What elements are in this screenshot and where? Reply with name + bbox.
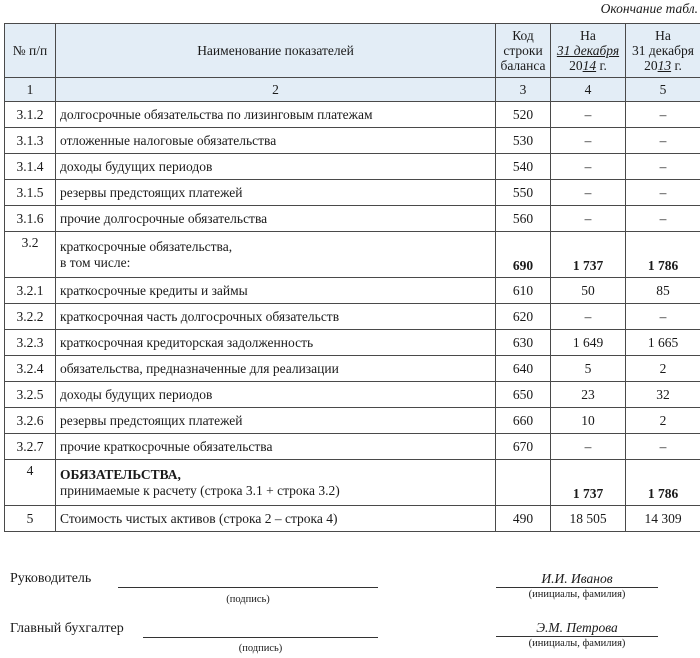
table-row <box>5 232 700 278</box>
row-value-2014: 10 <box>551 408 626 434</box>
table-row <box>5 382 700 408</box>
row-value-2014: 50 <box>551 278 626 304</box>
row-number: 5 <box>5 506 56 532</box>
table-caption: Окончание табл. <box>600 1 698 16</box>
row-name: краткосрочные кредиты и займы <box>56 278 496 304</box>
row-number: 3.1.6 <box>5 206 56 232</box>
row-value-2013: 1 786 <box>626 232 700 278</box>
accountant-signature-hint: (подпись) <box>238 643 283 654</box>
head-signature-hint: (подпись) <box>226 594 270 605</box>
row-number: 3.2.3 <box>5 330 56 356</box>
row-name <box>56 232 496 278</box>
row-value-2014: – <box>551 128 626 154</box>
row-value-2013: 85 <box>626 278 700 304</box>
row-name: краткосрочная часть долгосрочных обязательств <box>56 304 496 330</box>
column-number-row <box>5 78 700 102</box>
header-num: № п/п <box>5 24 56 78</box>
row-value-2014: – <box>551 102 626 128</box>
header-col5 <box>626 24 700 78</box>
row-name: краткосрочная кредиторская задолженность <box>56 330 496 356</box>
table-row <box>5 154 700 180</box>
header-col4-year-c: г. <box>596 58 607 73</box>
row-code: 670 <box>496 434 551 460</box>
row-value-2014: – <box>551 434 626 460</box>
header-col4-pre: На <box>580 28 596 43</box>
row-code: 550 <box>496 180 551 206</box>
column-number: 3 <box>496 78 551 102</box>
row-value-2014: 18 505 <box>551 506 626 532</box>
row-number: 3.2.5 <box>5 382 56 408</box>
row-number: 3.2.2 <box>5 304 56 330</box>
header-col4 <box>551 24 626 78</box>
row-value-2014: – <box>551 304 626 330</box>
balance-table <box>4 23 700 532</box>
row-name-line1: краткосрочные обязательства, <box>60 238 233 254</box>
table-row <box>5 102 700 128</box>
accountant-name-line <box>496 635 658 637</box>
table-row <box>5 278 700 304</box>
table-row <box>5 356 700 382</box>
header-code: Код строки баланса <box>496 24 551 78</box>
row-value-2014: 5 <box>551 356 626 382</box>
row-number: 3.2 <box>5 232 56 278</box>
accountant-signature-line <box>143 636 378 638</box>
table-header-row <box>5 24 700 78</box>
table-row <box>5 304 700 330</box>
row-value-2014: 1 737 <box>551 460 626 506</box>
table-row <box>5 460 700 506</box>
row-name: резервы предстоящих платежей <box>56 180 496 206</box>
header-col5-pre: На <box>655 28 671 43</box>
head-name: И.И. Иванов <box>541 571 613 586</box>
row-number: 3.2.1 <box>5 278 56 304</box>
column-number: 4 <box>551 78 626 102</box>
row-code: 620 <box>496 304 551 330</box>
column-number: 5 <box>626 78 700 102</box>
row-code: 640 <box>496 356 551 382</box>
row-name: долгосрочные обязательства по лизинговым платежам <box>56 102 496 128</box>
head-name-line <box>496 586 658 588</box>
row-code: 540 <box>496 154 551 180</box>
row-value-2013: 1 786 <box>626 460 700 506</box>
row-code: 610 <box>496 278 551 304</box>
row-code: 530 <box>496 128 551 154</box>
header-col4-year-b: 14 <box>582 58 597 73</box>
header-col5-year-b: 13 <box>657 58 672 73</box>
row-code: 650 <box>496 382 551 408</box>
row-name: обязательства, предназначенные для реализации <box>56 356 496 382</box>
row-value-2013: – <box>626 154 700 180</box>
row-name: Стоимость чистых активов (строка 2 – строка 4) <box>56 506 496 532</box>
row-number: 3.1.5 <box>5 180 56 206</box>
row-value-2014: 23 <box>551 382 626 408</box>
row-name: прочие долгосрочные обязательства <box>56 206 496 232</box>
table-row <box>5 180 700 206</box>
row-name-line2: в том числе: <box>60 254 131 270</box>
accountant-label: Главный бухгалтер <box>10 621 124 636</box>
header-name: Наименование показателей <box>56 24 496 78</box>
table-row <box>5 330 700 356</box>
row-number: 3.1.2 <box>5 102 56 128</box>
row-value-2013: 2 <box>626 408 700 434</box>
table-row <box>5 206 700 232</box>
row-name: резервы предстоящих платежей <box>56 408 496 434</box>
head-label: Руководитель <box>10 571 92 586</box>
row-name: отложенные налоговые обязательства <box>56 128 496 154</box>
row-value-2013: – <box>626 102 700 128</box>
row-value-2014: 1 649 <box>551 330 626 356</box>
row-code: 690 <box>496 232 551 278</box>
row-value-2013: 1 665 <box>626 330 700 356</box>
row-value-2013: – <box>626 206 700 232</box>
row-name: доходы будущих периодов <box>56 382 496 408</box>
row-value-2014: 1 737 <box>551 232 626 278</box>
row-value-2013: – <box>626 180 700 206</box>
row-name-line1: ОБЯЗАТЕЛЬСТВА, <box>60 466 181 482</box>
row-name: доходы будущих периодов <box>56 154 496 180</box>
row-value-2014: – <box>551 206 626 232</box>
row-number: 4 <box>5 460 56 506</box>
row-name <box>56 460 496 506</box>
accountant-name: Э.М. Петрова <box>536 620 618 635</box>
column-number: 2 <box>56 78 496 102</box>
header-col5-date: 31 декабря <box>632 43 694 58</box>
row-code: 560 <box>496 206 551 232</box>
row-code <box>496 460 551 506</box>
row-value-2013: 14 309 <box>626 506 700 532</box>
row-value-2014: – <box>551 154 626 180</box>
table-row <box>5 128 700 154</box>
accountant-name-hint: (инициалы, фамилия) <box>528 638 626 649</box>
row-value-2013: – <box>626 128 700 154</box>
header-col5-year-a: 20 <box>644 58 658 73</box>
row-value-2013: 2 <box>626 356 700 382</box>
header-col5-year-c: г. <box>671 58 682 73</box>
row-code: 630 <box>496 330 551 356</box>
head-name-hint: (инициалы, фамилия) <box>528 589 626 600</box>
row-code: 490 <box>496 506 551 532</box>
row-value-2013: 32 <box>626 382 700 408</box>
row-number: 3.1.4 <box>5 154 56 180</box>
table-row <box>5 408 700 434</box>
header-col4-date: 31 декабря <box>556 43 620 58</box>
row-value-2013: – <box>626 304 700 330</box>
row-value-2014: – <box>551 180 626 206</box>
row-number: 3.2.7 <box>5 434 56 460</box>
row-number: 3.2.6 <box>5 408 56 434</box>
column-number: 1 <box>5 78 56 102</box>
row-name: прочие краткосрочные обязательства <box>56 434 496 460</box>
table-row <box>5 506 700 532</box>
row-number: 3.1.3 <box>5 128 56 154</box>
row-number: 3.2.4 <box>5 356 56 382</box>
row-value-2013: – <box>626 434 700 460</box>
row-name-line2: принимаемые к расчету (строка 3.1 + строка 3.2) <box>60 482 340 498</box>
head-signature-line <box>118 586 378 588</box>
row-code: 660 <box>496 408 551 434</box>
header-col4-year-a: 20 <box>569 58 583 73</box>
row-code: 520 <box>496 102 551 128</box>
table-row <box>5 434 700 460</box>
